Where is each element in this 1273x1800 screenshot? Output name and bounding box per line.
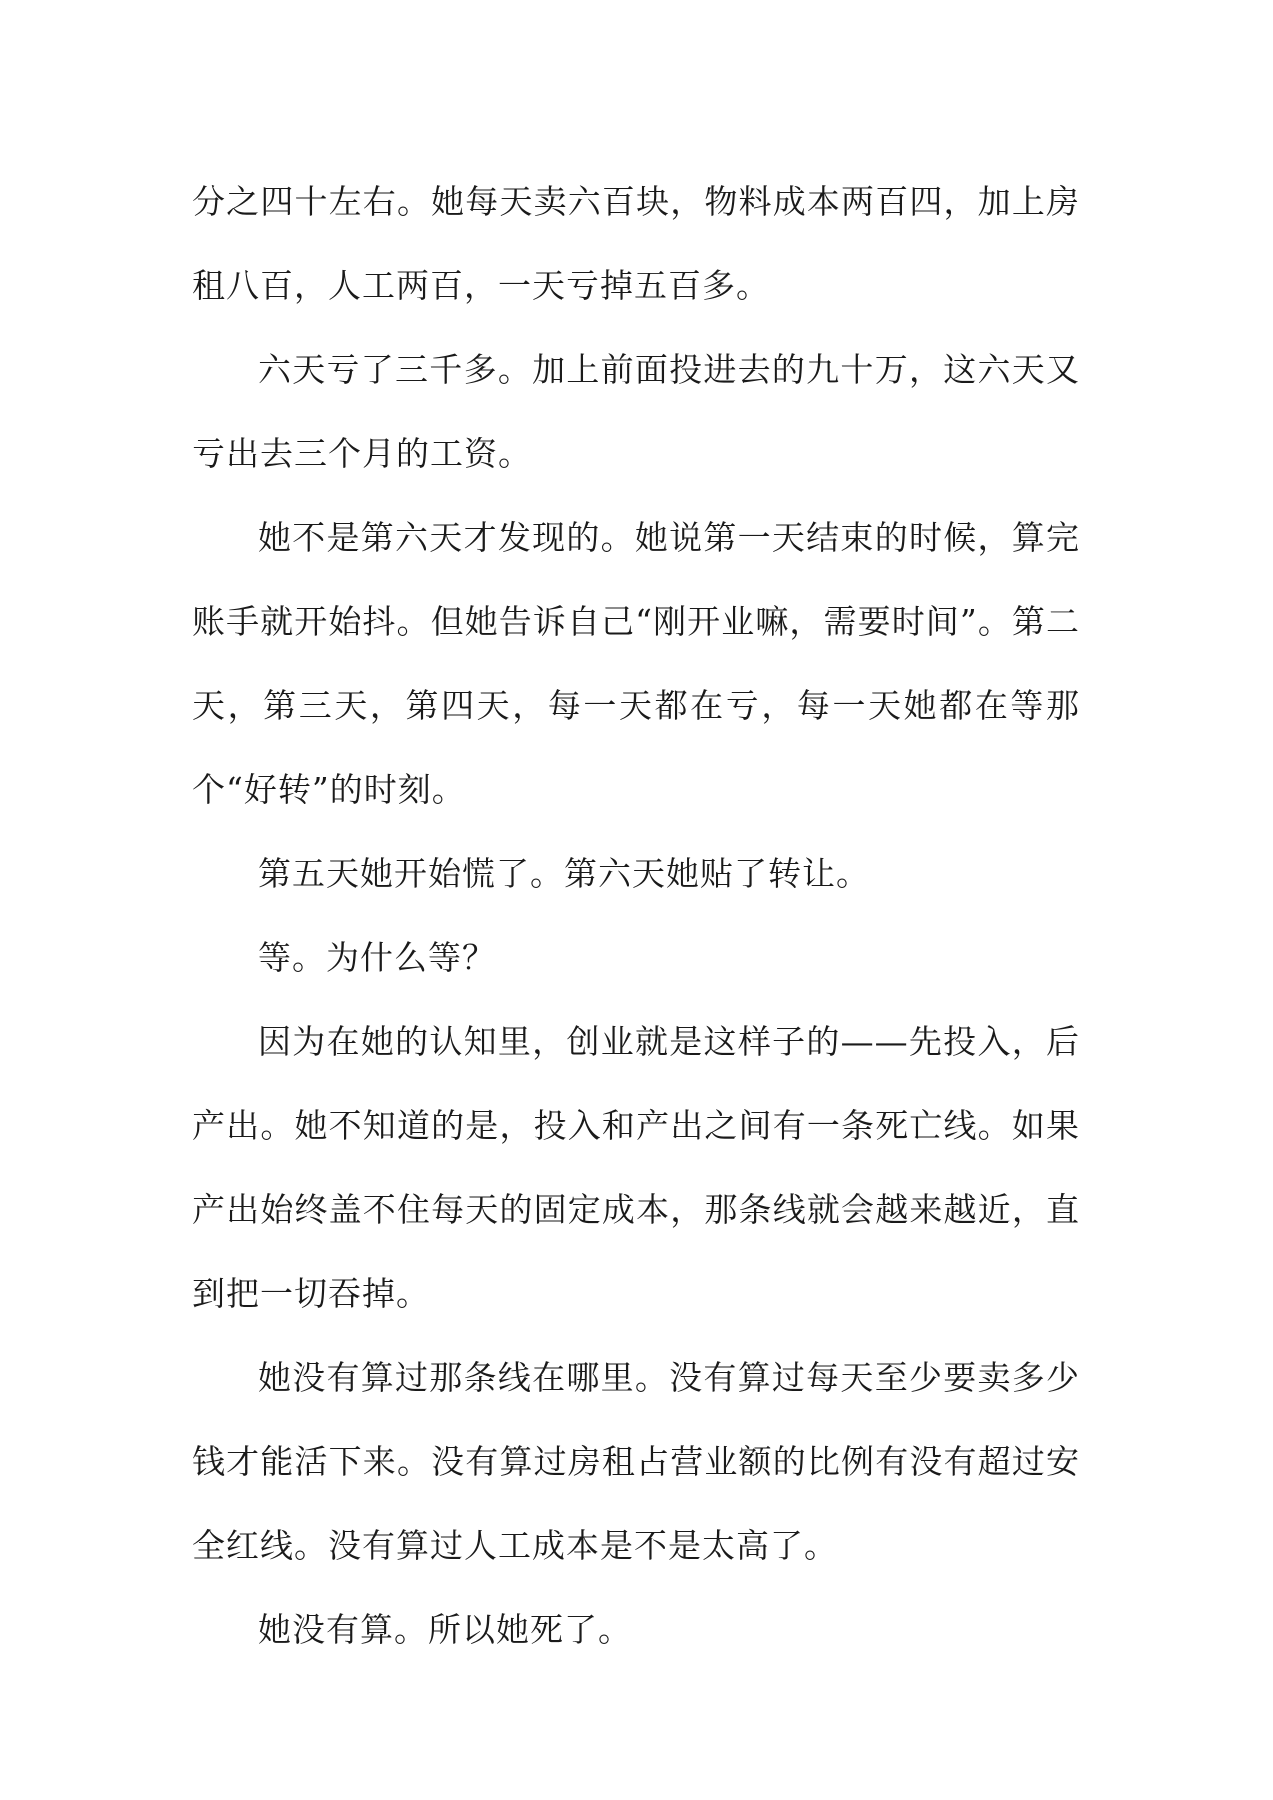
paragraph-continued: 分之四十左右。她每天卖六百块，物料成本两百四，加上房租八百，人工两百，一天亏掉五百多。	[192, 182, 1080, 305]
paragraph: 等。为什么等？	[258, 938, 496, 977]
paragraph: 第五天她开始慌了。第六天她贴了转让。	[258, 854, 870, 893]
paragraph: 她没有算过那条线在哪里。没有算过每天至少要卖多少钱才能活下来。没有算过房租占营业额的比例有没有超过安全红线。没有算过人工成本是不是太高了。	[192, 1358, 1080, 1565]
paragraph: 因为在她的认知里，创业就是这样子的——先投入，后产出。她不知道的是，投入和产出之间有一条死亡线。如果产出始终盖不住每天的固定成本，那条线就会越来越近，直到把一切吞掉。	[192, 1022, 1080, 1313]
document-body	[192, 160, 1080, 1672]
paragraph: 她没有算。所以她死了。	[258, 1610, 632, 1649]
paragraph: 她不是第六天才发现的。她说第一天结束的时候，算完账手就开始抖。但她告诉自己“刚开业嘛，需要时间”。第二天，第三天，第四天，每一天都在亏，每一天她都在等那个“好转”的时刻。	[192, 518, 1080, 809]
paragraph: 六天亏了三千多。加上前面投进去的九十万，这六天又亏出去三个月的工资。	[192, 350, 1080, 473]
